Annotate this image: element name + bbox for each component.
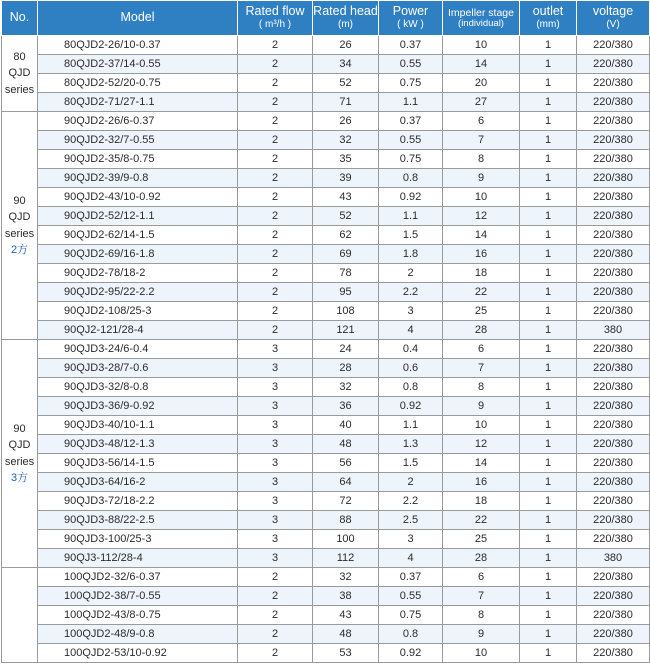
- outlet-cell: 1: [520, 644, 577, 663]
- table-row: [2, 606, 650, 625]
- table-row: [2, 283, 650, 302]
- series-label-line: 90: [13, 194, 26, 207]
- table-row: [2, 131, 650, 150]
- power-cell: 1.5: [379, 454, 443, 473]
- voltage-cell: 220/380: [577, 150, 650, 169]
- table-row: [2, 416, 650, 435]
- rated-flow-cell: 3: [238, 416, 313, 435]
- rated-flow-cell: 2: [238, 36, 313, 55]
- rated-head-cell: 112: [313, 549, 379, 568]
- rated-head-cell: 48: [313, 625, 379, 644]
- rated-head-cell: 56: [313, 454, 379, 473]
- power-cell: 2: [379, 264, 443, 283]
- rated-flow-cell: 3: [238, 530, 313, 549]
- voltage-cell: 220/380: [577, 302, 650, 321]
- rated-head-cell: 62: [313, 226, 379, 245]
- model-cell: 90QJD2-43/10-0.92: [38, 188, 238, 207]
- voltage-cell: 220/380: [577, 378, 650, 397]
- series-label-line: QJD: [8, 439, 31, 451]
- rated-flow-cell: 2: [238, 74, 313, 93]
- series-label-cell: [2, 112, 38, 340]
- power-cell: 1.5: [379, 226, 443, 245]
- rated-head-cell: 52: [313, 207, 379, 226]
- voltage-cell: 220/380: [577, 340, 650, 359]
- rated-head-cell: 95: [313, 283, 379, 302]
- outlet-cell: 1: [520, 74, 577, 93]
- power-cell: 3: [379, 530, 443, 549]
- power-cell: 0.55: [379, 131, 443, 150]
- series-label-line: QJD: [8, 211, 31, 223]
- model-cell: 90QJD2-32/7-0.55: [38, 131, 238, 150]
- model-cell: 90QJD3-100/25-3: [38, 530, 238, 549]
- rated-flow-cell: 3: [238, 397, 313, 416]
- series-label-cell: [2, 340, 38, 568]
- rated-head-cell: 24: [313, 340, 379, 359]
- power-cell: 1.1: [379, 416, 443, 435]
- outlet-cell: 1: [520, 36, 577, 55]
- rated-flow-cell: 2: [238, 264, 313, 283]
- rated-head-cell: 121: [313, 321, 379, 340]
- model-cell: 90QJD2-69/16-1.8: [38, 245, 238, 264]
- model-cell: 90QJD3-28/7-0.6: [38, 359, 238, 378]
- outlet-cell: 1: [520, 321, 577, 340]
- impeller-stage-cell: 8: [443, 606, 520, 625]
- impeller-stage-cell: 10: [443, 188, 520, 207]
- impeller-stage-cell: 8: [443, 150, 520, 169]
- power-cell: 4: [379, 549, 443, 568]
- header-rated-head: Rated head (m): [313, 1, 379, 36]
- series-flow-tag: 2方: [10, 244, 29, 256]
- model-cell: 100QJD2-32/6-0.37: [38, 568, 238, 587]
- model-cell: 100QJD2-38/7-0.55: [38, 587, 238, 606]
- model-cell: 90QJD2-35/8-0.75: [38, 150, 238, 169]
- outlet-cell: 1: [520, 549, 577, 568]
- impeller-stage-cell: 14: [443, 55, 520, 74]
- voltage-cell: 220/380: [577, 112, 650, 131]
- impeller-stage-cell: 8: [443, 378, 520, 397]
- table-row: [2, 36, 650, 55]
- power-cell: 0.75: [379, 606, 443, 625]
- voltage-cell: 220/380: [577, 492, 650, 511]
- voltage-cell: 220/380: [577, 435, 650, 454]
- voltage-cell: 220/380: [577, 644, 650, 663]
- model-cell: 100QJD2-43/8-0.75: [38, 606, 238, 625]
- impeller-stage-cell: 22: [443, 511, 520, 530]
- rated-head-cell: 39: [313, 169, 379, 188]
- power-cell: 0.37: [379, 36, 443, 55]
- series-label-cell: [2, 568, 38, 663]
- impeller-stage-cell: 27: [443, 93, 520, 112]
- table-row: [2, 150, 650, 169]
- outlet-cell: 1: [520, 473, 577, 492]
- series-label-cell: [2, 36, 38, 112]
- voltage-cell: 220/380: [577, 359, 650, 378]
- rated-flow-cell: 2: [238, 131, 313, 150]
- power-cell: 1.1: [379, 207, 443, 226]
- outlet-cell: 1: [520, 55, 577, 74]
- header-outlet: outlet (mm): [520, 1, 577, 36]
- rated-head-cell: 40: [313, 416, 379, 435]
- power-cell: 1.8: [379, 245, 443, 264]
- voltage-cell: 220/380: [577, 587, 650, 606]
- table-row: [2, 511, 650, 530]
- outlet-cell: 1: [520, 93, 577, 112]
- rated-flow-cell: 3: [238, 340, 313, 359]
- outlet-cell: 1: [520, 112, 577, 131]
- power-cell: 0.8: [379, 169, 443, 188]
- table-row: [2, 226, 650, 245]
- power-cell: 2.2: [379, 283, 443, 302]
- impeller-stage-cell: 9: [443, 169, 520, 188]
- rated-head-cell: 64: [313, 473, 379, 492]
- voltage-cell: 220/380: [577, 416, 650, 435]
- model-cell: 90QJD3-88/22-2.5: [38, 511, 238, 530]
- outlet-cell: 1: [520, 530, 577, 549]
- voltage-cell: 220/380: [577, 169, 650, 188]
- rated-flow-cell: 2: [238, 150, 313, 169]
- rated-head-cell: 36: [313, 397, 379, 416]
- power-cell: 1.1: [379, 93, 443, 112]
- impeller-stage-cell: 16: [443, 473, 520, 492]
- model-cell: 90QJD3-72/18-2.2: [38, 492, 238, 511]
- model-cell: 90QJD2-62/14-1.5: [38, 226, 238, 245]
- model-cell: 90QJ3-112/28-4: [38, 549, 238, 568]
- pump-spec-table: [1, 0, 650, 663]
- model-cell: 90QJD2-26/6-0.37: [38, 112, 238, 131]
- impeller-stage-cell: 18: [443, 264, 520, 283]
- power-cell: 0.75: [379, 74, 443, 93]
- rated-flow-cell: 3: [238, 473, 313, 492]
- rated-flow-cell: 2: [238, 207, 313, 226]
- outlet-cell: 1: [520, 492, 577, 511]
- impeller-stage-cell: 16: [443, 245, 520, 264]
- power-cell: 0.92: [379, 188, 443, 207]
- impeller-stage-cell: 10: [443, 644, 520, 663]
- power-cell: 0.92: [379, 644, 443, 663]
- series-flow-tag: 3方: [10, 472, 29, 484]
- rated-flow-cell: 2: [238, 302, 313, 321]
- outlet-cell: 1: [520, 606, 577, 625]
- rated-head-cell: 78: [313, 264, 379, 283]
- table-row: [2, 207, 650, 226]
- impeller-stage-cell: 6: [443, 340, 520, 359]
- power-cell: 3: [379, 302, 443, 321]
- outlet-cell: 1: [520, 454, 577, 473]
- rated-head-cell: 52: [313, 74, 379, 93]
- outlet-cell: 1: [520, 245, 577, 264]
- table-row: [2, 74, 650, 93]
- voltage-cell: 220/380: [577, 283, 650, 302]
- table-row: [2, 359, 650, 378]
- rated-head-cell: 69: [313, 245, 379, 264]
- series-label-line: series: [4, 227, 35, 240]
- rated-flow-cell: 3: [238, 492, 313, 511]
- rated-flow-cell: 2: [238, 112, 313, 131]
- model-cell: 90QJD3-36/9-0.92: [38, 397, 238, 416]
- table-row: [2, 55, 650, 74]
- voltage-cell: 220/380: [577, 245, 650, 264]
- model-cell: 80QJD2-37/14-0.55: [38, 55, 238, 74]
- impeller-stage-cell: 25: [443, 530, 520, 549]
- rated-flow-cell: 3: [238, 511, 313, 530]
- series-label-line: series: [4, 83, 35, 96]
- outlet-cell: 1: [520, 397, 577, 416]
- impeller-stage-cell: 20: [443, 74, 520, 93]
- model-cell: 90QJD3-32/8-0.8: [38, 378, 238, 397]
- table-row: [2, 454, 650, 473]
- table-row: [2, 549, 650, 568]
- impeller-stage-cell: 25: [443, 302, 520, 321]
- table-row: [2, 302, 650, 321]
- power-cell: 2: [379, 473, 443, 492]
- impeller-stage-cell: 28: [443, 549, 520, 568]
- voltage-cell: 220/380: [577, 74, 650, 93]
- rated-head-cell: 43: [313, 188, 379, 207]
- outlet-cell: 1: [520, 587, 577, 606]
- voltage-cell: 220/380: [577, 55, 650, 74]
- rated-flow-cell: 2: [238, 188, 313, 207]
- table-row: [2, 340, 650, 359]
- model-cell: 90QJD2-52/12-1.1: [38, 207, 238, 226]
- rated-flow-cell: 2: [238, 568, 313, 587]
- impeller-stage-cell: 10: [443, 36, 520, 55]
- power-cell: 0.55: [379, 55, 443, 74]
- impeller-stage-cell: 14: [443, 454, 520, 473]
- outlet-cell: 1: [520, 207, 577, 226]
- rated-head-cell: 72: [313, 492, 379, 511]
- table-body: [2, 36, 650, 663]
- table-row: [2, 530, 650, 549]
- rated-flow-cell: 3: [238, 378, 313, 397]
- impeller-stage-cell: 9: [443, 625, 520, 644]
- rated-flow-cell: 2: [238, 93, 313, 112]
- header-rated-flow: Rated flow ( m³/h ): [238, 1, 313, 36]
- impeller-stage-cell: 7: [443, 359, 520, 378]
- voltage-cell: 220/380: [577, 93, 650, 112]
- rated-flow-cell: 3: [238, 359, 313, 378]
- outlet-cell: 1: [520, 340, 577, 359]
- model-cell: 90QJD2-95/22-2.2: [38, 283, 238, 302]
- impeller-stage-cell: 14: [443, 226, 520, 245]
- rated-head-cell: 43: [313, 606, 379, 625]
- table-row: [2, 321, 650, 340]
- model-cell: 90QJD2-108/25-3: [38, 302, 238, 321]
- model-cell: 90QJD3-48/12-1.3: [38, 435, 238, 454]
- table-row: [2, 264, 650, 283]
- power-cell: 0.6: [379, 359, 443, 378]
- header-power: Power ( kW ): [379, 1, 443, 36]
- impeller-stage-cell: 12: [443, 207, 520, 226]
- table-row: [2, 378, 650, 397]
- rated-head-cell: 48: [313, 435, 379, 454]
- rated-head-cell: 35: [313, 150, 379, 169]
- voltage-cell: 220/380: [577, 188, 650, 207]
- model-cell: 90QJD3-56/14-1.5: [38, 454, 238, 473]
- power-cell: 0.37: [379, 568, 443, 587]
- header-no: No.: [2, 1, 38, 36]
- voltage-cell: 220/380: [577, 36, 650, 55]
- rated-flow-cell: 2: [238, 55, 313, 74]
- rated-flow-cell: 2: [238, 283, 313, 302]
- voltage-cell: 220/380: [577, 606, 650, 625]
- series-label-line: 80: [13, 50, 26, 63]
- model-cell: 90QJD3-64/16-2: [38, 473, 238, 492]
- voltage-cell: 220/380: [577, 454, 650, 473]
- rated-head-cell: 53: [313, 644, 379, 663]
- voltage-cell: 220/380: [577, 568, 650, 587]
- impeller-stage-cell: 7: [443, 131, 520, 150]
- outlet-cell: 1: [520, 568, 577, 587]
- power-cell: 1.3: [379, 435, 443, 454]
- voltage-cell: 380: [577, 321, 650, 340]
- power-cell: 0.4: [379, 340, 443, 359]
- model-cell: 90QJD2-78/18-2: [38, 264, 238, 283]
- outlet-cell: 1: [520, 416, 577, 435]
- model-cell: 80QJD2-26/10-0.37: [38, 36, 238, 55]
- model-cell: 90QJD3-40/10-1.1: [38, 416, 238, 435]
- power-cell: 0.55: [379, 587, 443, 606]
- impeller-stage-cell: 9: [443, 397, 520, 416]
- rated-flow-cell: 2: [238, 587, 313, 606]
- impeller-stage-cell: 10: [443, 416, 520, 435]
- rated-flow-cell: 2: [238, 226, 313, 245]
- outlet-cell: 1: [520, 150, 577, 169]
- table-header: [2, 1, 650, 36]
- rated-head-cell: 26: [313, 112, 379, 131]
- rated-head-cell: 32: [313, 568, 379, 587]
- voltage-cell: 220/380: [577, 264, 650, 283]
- voltage-cell: 220/380: [577, 473, 650, 492]
- impeller-stage-cell: 18: [443, 492, 520, 511]
- header-voltage: voltage (V): [577, 1, 650, 36]
- header-impeller-stage: Impeller stage (individual): [443, 1, 520, 36]
- outlet-cell: 1: [520, 188, 577, 207]
- header-row: [2, 1, 650, 36]
- voltage-cell: 220/380: [577, 207, 650, 226]
- model-cell: 80QJD2-52/20-0.75: [38, 74, 238, 93]
- power-cell: 0.92: [379, 397, 443, 416]
- impeller-stage-cell: 6: [443, 568, 520, 587]
- model-cell: 100QJD2-48/9-0.8: [38, 625, 238, 644]
- impeller-stage-cell: 12: [443, 435, 520, 454]
- rated-flow-cell: 2: [238, 245, 313, 264]
- impeller-stage-cell: 7: [443, 587, 520, 606]
- voltage-cell: 220/380: [577, 131, 650, 150]
- power-cell: 2.2: [379, 492, 443, 511]
- outlet-cell: 1: [520, 378, 577, 397]
- header-model: Model: [38, 1, 238, 36]
- voltage-cell: 220/380: [577, 625, 650, 644]
- outlet-cell: 1: [520, 169, 577, 188]
- outlet-cell: 1: [520, 264, 577, 283]
- voltage-cell: 220/380: [577, 530, 650, 549]
- table-row: [2, 435, 650, 454]
- model-cell: 90QJD2-39/9-0.8: [38, 169, 238, 188]
- outlet-cell: 1: [520, 359, 577, 378]
- series-label-line: QJD: [8, 67, 31, 80]
- rated-head-cell: 71: [313, 93, 379, 112]
- power-cell: 0.8: [379, 378, 443, 397]
- rated-head-cell: 34: [313, 55, 379, 74]
- power-cell: 2.5: [379, 511, 443, 530]
- rated-flow-cell: 2: [238, 169, 313, 188]
- model-cell: 90QJD3-24/6-0.4: [38, 340, 238, 359]
- outlet-cell: 1: [520, 511, 577, 530]
- rated-head-cell: 32: [313, 378, 379, 397]
- table-row: [2, 625, 650, 644]
- power-cell: 0.75: [379, 150, 443, 169]
- rated-head-cell: 108: [313, 302, 379, 321]
- table-row: [2, 112, 650, 131]
- rated-head-cell: 26: [313, 36, 379, 55]
- rated-head-cell: 32: [313, 131, 379, 150]
- impeller-stage-cell: 22: [443, 283, 520, 302]
- outlet-cell: 1: [520, 302, 577, 321]
- table-row: [2, 169, 650, 188]
- series-label-line: series: [4, 455, 35, 468]
- rated-flow-cell: 2: [238, 321, 313, 340]
- rated-flow-cell: 2: [238, 606, 313, 625]
- rated-flow-cell: 3: [238, 454, 313, 473]
- table-row: [2, 93, 650, 112]
- voltage-cell: 220/380: [577, 397, 650, 416]
- outlet-cell: 1: [520, 435, 577, 454]
- table-row: [2, 568, 650, 587]
- table-row: [2, 644, 650, 663]
- table-row: [2, 473, 650, 492]
- power-cell: 0.8: [379, 625, 443, 644]
- series-label-line: 90: [13, 422, 26, 435]
- rated-head-cell: 100: [313, 530, 379, 549]
- rated-head-cell: 88: [313, 511, 379, 530]
- voltage-cell: 380: [577, 549, 650, 568]
- impeller-stage-cell: 28: [443, 321, 520, 340]
- table-row: [2, 397, 650, 416]
- table-row: [2, 492, 650, 511]
- model-cell: 90QJ2-121/28-4: [38, 321, 238, 340]
- model-cell: 80QJD2-71/27-1.1: [38, 93, 238, 112]
- voltage-cell: 220/380: [577, 226, 650, 245]
- outlet-cell: 1: [520, 226, 577, 245]
- table-row: [2, 245, 650, 264]
- rated-flow-cell: 2: [238, 644, 313, 663]
- impeller-stage-cell: 6: [443, 112, 520, 131]
- power-cell: 0.37: [379, 112, 443, 131]
- rated-head-cell: 38: [313, 587, 379, 606]
- outlet-cell: 1: [520, 131, 577, 150]
- outlet-cell: 1: [520, 283, 577, 302]
- table-row: [2, 188, 650, 207]
- voltage-cell: 220/380: [577, 511, 650, 530]
- power-cell: 4: [379, 321, 443, 340]
- outlet-cell: 1: [520, 625, 577, 644]
- rated-flow-cell: 2: [238, 625, 313, 644]
- rated-flow-cell: 3: [238, 435, 313, 454]
- rated-flow-cell: 3: [238, 549, 313, 568]
- model-cell: 100QJD2-53/10-0.92: [38, 644, 238, 663]
- rated-head-cell: 28: [313, 359, 379, 378]
- table-row: [2, 587, 650, 606]
